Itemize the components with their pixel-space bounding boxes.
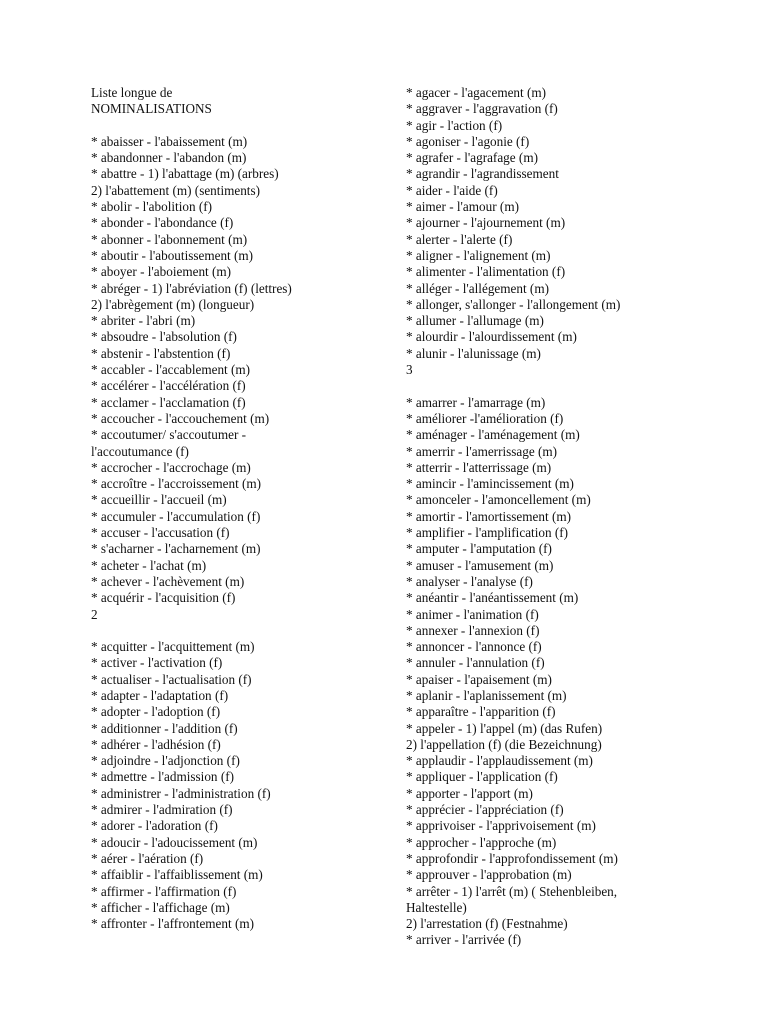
entry-list-right-2	[406, 395, 756, 949]
document-title-line-2: NOMINALISATIONS	[91, 101, 212, 117]
left-column	[91, 85, 391, 932]
list-item: * amincir - l'amincissement (m)	[406, 476, 574, 492]
list-item: * adhérer - l'adhésion (f)	[91, 736, 221, 752]
list-item: 2) l'arrestation (f) (Festnahme)	[406, 916, 568, 932]
list-item: * accroître - l'accroissement (m)	[91, 476, 262, 492]
document-title-line-1: Liste longue de	[91, 85, 173, 100]
list-item: * adopter - l'adoption (f)	[91, 704, 221, 720]
list-item: 2) l'appellation (f) (die Bezeichnung)	[406, 736, 602, 752]
list-item: * abriter - l'abri (m)	[91, 313, 196, 329]
list-item: * afficher - l'affichage (m)	[91, 899, 230, 915]
list-item: * alimenter - l'alimentation (f)	[406, 264, 566, 280]
list-item: * animer - l'animation (f)	[406, 606, 539, 622]
list-item: * apprivoiser - l'apprivoisement (m)	[406, 818, 596, 834]
list-item: * amortir - l'amortissement (m)	[406, 508, 571, 524]
list-item: * applaudir - l'applaudissement (m)	[406, 753, 593, 769]
list-item: * apparaître - l'apparition (f)	[406, 704, 556, 720]
list-item: * abandonner - l'abandon (m)	[91, 150, 247, 166]
list-item: * acquitter - l'acquittement (m)	[91, 639, 255, 655]
list-item: * améliorer -l'amélioration (f)	[406, 410, 564, 426]
list-item: * aplanir - l'aplanissement (m)	[406, 687, 567, 703]
list-item: * accueillir - l'accueil (m)	[91, 492, 227, 508]
list-item: * abolir - l'abolition (f)	[91, 199, 213, 215]
list-item: * agrandir - l'agrandissement	[406, 166, 559, 182]
list-item: * arriver - l'arrivée (f)	[406, 932, 522, 948]
list-item: * alerter - l'alerte (f)	[406, 231, 513, 247]
list-item: * alunir - l'alunissage (m)	[406, 345, 541, 361]
list-item: * amerrir - l'amerrissage (m)	[406, 443, 558, 459]
list-item: * acclamer - l'acclamation (f)	[91, 394, 246, 410]
list-item: * absoudre - l'absolution (f)	[91, 329, 237, 345]
list-item: * apprécier - l'appréciation (f)	[406, 802, 564, 818]
entry-list-left-1	[91, 134, 391, 607]
list-item: * abattre - 1) l'abattage (m) (arbres)	[91, 166, 279, 182]
list-item: * abaisser - l'abaissement (m)	[91, 133, 248, 149]
list-item: * annexer - l'annexion (f)	[406, 622, 540, 638]
list-item: * accrocher - l'accrochage (m)	[91, 459, 251, 475]
list-item: * abonder - l'abondance (f)	[91, 215, 234, 231]
list-item: * abstenir - l'abstention (f)	[91, 345, 231, 361]
blank-line	[406, 378, 756, 394]
list-item: * abonner - l'abonnement (m)	[91, 231, 248, 247]
list-item: * alourdir - l'alourdissement (m)	[406, 329, 577, 345]
list-item: * apporter - l'apport (m)	[406, 785, 533, 801]
list-item: * s'acharner - l'acharnement (m)	[91, 541, 261, 557]
list-item: * annoncer - l'annonce (f)	[406, 639, 542, 655]
list-item: * aérer - l'aération (f)	[91, 850, 204, 866]
list-item: * accélérer - l'accélération (f)	[91, 378, 246, 394]
list-item: * annuler - l'annulation (f)	[406, 655, 545, 671]
list-item: * affirmer - l'affirmation (f)	[91, 883, 237, 899]
list-item: 2) l'abattement (m) (sentiments)	[91, 182, 260, 198]
list-item: * abréger - 1) l'abréviation (f) (lettres)	[91, 280, 292, 296]
page-number: 3	[406, 362, 413, 378]
list-item: * amuser - l'amusement (m)	[406, 557, 554, 573]
list-item: * amplifier - l'amplification (f)	[406, 525, 569, 541]
entry-list-left-2	[91, 639, 391, 932]
list-item: * adorer - l'adoration (f)	[91, 818, 218, 834]
list-item: * actualiser - l'actualisation (f)	[91, 671, 252, 687]
list-item: * adjoindre - l'adjonction (f)	[91, 753, 240, 769]
list-item: * appeler - 1) l'appel (m) (das Rufen)	[406, 720, 603, 736]
list-item: * agir - l'action (f)	[406, 117, 503, 133]
right-column	[406, 85, 756, 949]
list-item: * accoucher - l'accouchement (m)	[91, 410, 270, 426]
list-item: * ajourner - l'ajournement (m)	[406, 215, 566, 231]
list-item: * amarrer - l'amarrage (m)	[406, 394, 546, 410]
list-item: * accumuler - l'accumulation (f)	[91, 508, 261, 524]
entry-list-right-1	[406, 85, 756, 362]
list-item: * aménager - l'aménagement (m)	[406, 427, 580, 443]
list-item: * anéantir - l'anéantissement (m)	[406, 590, 579, 606]
list-item: * admettre - l'admission (f)	[91, 769, 235, 785]
list-item: * aider - l'aide (f)	[406, 182, 498, 198]
blank-line	[91, 623, 391, 639]
blank-line	[91, 118, 391, 134]
list-item: * affaiblir - l'affaiblissement (m)	[91, 867, 263, 883]
list-item: l'accoutumance (f)	[91, 443, 189, 459]
list-item: * approfondir - l'approfondissement (m)	[406, 850, 618, 866]
list-item: * appliquer - l'application (f)	[406, 769, 558, 785]
list-item: * atterrir - l'atterrissage (m)	[406, 459, 552, 475]
list-item: * accuser - l'accusation (f)	[91, 525, 230, 541]
list-item: * adoucir - l'adoucissement (m)	[91, 834, 258, 850]
list-item: * aimer - l'amour (m)	[406, 199, 519, 215]
list-item: * activer - l'activation (f)	[91, 655, 223, 671]
list-item: * alléger - l'allégement (m)	[406, 280, 549, 296]
list-item: * administrer - l'administration (f)	[91, 785, 271, 801]
list-item: * achever - l'achèvement (m)	[91, 573, 245, 589]
list-item: * amputer - l'amputation (f)	[406, 541, 552, 557]
list-item: * agrafer - l'agrafage (m)	[406, 150, 538, 166]
list-item: * analyser - l'analyse (f)	[406, 573, 533, 589]
list-item: * apaiser - l'apaisement (m)	[406, 671, 552, 687]
list-item: * acquérir - l'acquisition (f)	[91, 590, 236, 606]
list-item: * agoniser - l'agonie (f)	[406, 133, 530, 149]
list-item: * aggraver - l'aggravation (f)	[406, 101, 558, 117]
list-item: * approcher - l'approche (m)	[406, 834, 557, 850]
list-item: * accabler - l'accablement (m)	[91, 362, 251, 378]
list-item: * aboutir - l'aboutissement (m)	[91, 247, 254, 263]
list-item: * agacer - l'agacement (m)	[406, 85, 547, 100]
list-item: * amonceler - l'amoncellement (m)	[406, 492, 591, 508]
list-item: * aligner - l'alignement (m)	[406, 247, 551, 263]
list-item: * approuver - l'approbation (m)	[406, 867, 572, 883]
list-item: * additionner - l'addition (f)	[91, 720, 238, 736]
list-item: * acheter - l'achat (m)	[91, 557, 207, 573]
list-item: * arrêter - 1) l'arrêt (m) ( Stehenbleiben,	[406, 883, 618, 899]
list-item: Haltestelle)	[406, 899, 467, 915]
list-item: * accoutumer/ s'accoutumer -	[91, 427, 247, 443]
list-item: * admirer - l'admiration (f)	[91, 802, 233, 818]
list-item: * adapter - l'adaptation (f)	[91, 687, 229, 703]
list-item: * allonger, s'allonger - l'allongement (m)	[406, 296, 621, 312]
list-item: * aboyer - l'aboiement (m)	[91, 264, 232, 280]
list-item: * affronter - l'affrontement (m)	[91, 916, 255, 932]
list-item: 2) l'abrègement (m) (longueur)	[91, 296, 255, 312]
page-number: 2	[91, 606, 98, 622]
list-item: * allumer - l'allumage (m)	[406, 313, 544, 329]
